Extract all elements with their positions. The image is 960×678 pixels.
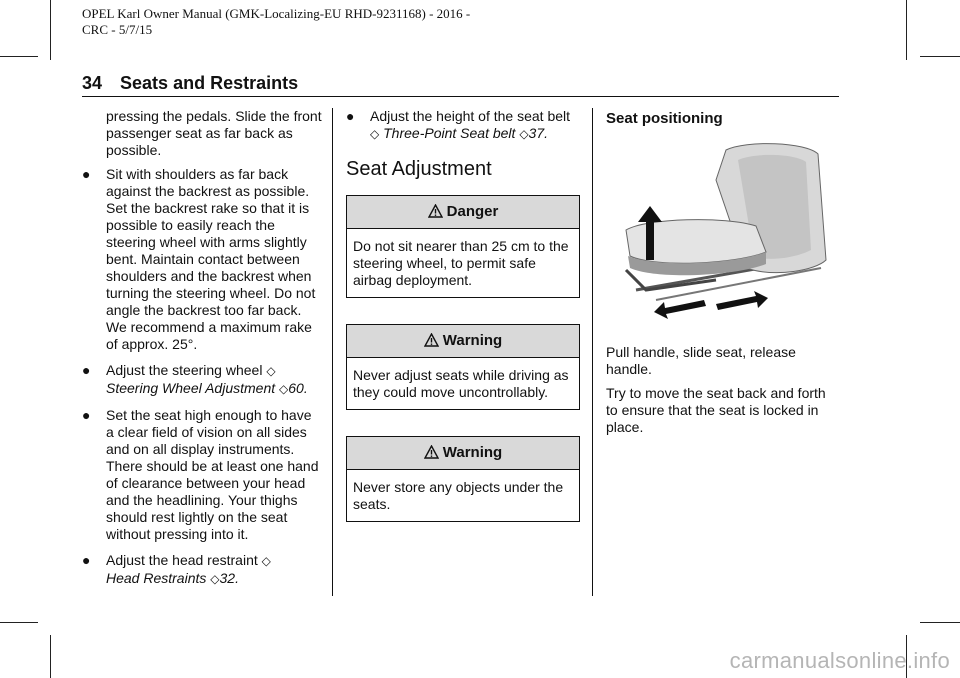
warning-box bbox=[346, 436, 580, 522]
danger-box-body: Do not sit nearer than 25 cm to the steering wheel, to permit safe airbag deployment. bbox=[353, 238, 569, 288]
bullet-icon: ● bbox=[82, 166, 91, 182]
list-item bbox=[82, 166, 322, 353]
reference-page[interactable]: 60. bbox=[288, 380, 308, 396]
cross-reference-link[interactable]: Head Restraints bbox=[106, 570, 207, 586]
warning-triangle-icon bbox=[428, 204, 443, 218]
cross-reference-link[interactable]: Three-Point Seat belt bbox=[383, 125, 516, 141]
reference-arrow-icon: ◇ bbox=[210, 572, 220, 586]
column-left bbox=[82, 108, 322, 597]
column-middle bbox=[346, 108, 580, 548]
page-header bbox=[82, 72, 839, 97]
list-item bbox=[82, 407, 322, 543]
document-meta bbox=[82, 6, 470, 38]
list-item-text: Set the seat high enough to have a clear field of vision on all sides and on all display instruments. There should be at least one hand of clearance between your head and the headlining. Your thighs should rest lightly on the seat without pressing into it. bbox=[106, 407, 319, 542]
crop-mark bbox=[0, 622, 38, 623]
page-number: 34 bbox=[82, 73, 103, 93]
list-item-text: Sit with shoulders as far back against the backrest as possible. Set the backrest rake so that it is possible to easily reach the steering wheel with arms slightly bent. Maintain contact between shoulders and the backrest when turning the steering wheel. Do not angle the backrest too far back. We recommend a maximum rake of approx. 25°. bbox=[106, 166, 316, 352]
warning-triangle-icon bbox=[424, 445, 439, 459]
list-item bbox=[82, 362, 322, 398]
reference-arrow-icon: ◇ bbox=[519, 127, 529, 141]
box-title-text: Warning bbox=[442, 444, 503, 461]
instruction-paragraph: Try to move the seat back and forth to ensure that the seat is locked in place. bbox=[606, 385, 826, 435]
crop-mark bbox=[920, 56, 960, 57]
seat-adjustment-illustration bbox=[606, 140, 832, 326]
box-title-text: Warning bbox=[442, 332, 503, 349]
document-meta-line1: OPEL Karl Owner Manual (GMK-Localizing-EU RHD-9231168) - 2016 - bbox=[82, 6, 471, 21]
warning-box-title bbox=[347, 437, 579, 470]
box-title-text: Danger bbox=[446, 203, 499, 220]
column-divider bbox=[592, 108, 593, 596]
crop-mark bbox=[50, 635, 51, 678]
subsection-heading: Seat positioning bbox=[606, 110, 723, 127]
warning-box-body: Never adjust seats while driving as they could move uncontrollably. bbox=[353, 367, 569, 400]
crop-mark bbox=[0, 56, 38, 57]
bullet-icon: ● bbox=[346, 108, 355, 124]
danger-box-title bbox=[347, 196, 579, 229]
document-meta-line2: CRC - 5/7/15 bbox=[82, 22, 153, 37]
bullet-icon: ● bbox=[82, 362, 91, 378]
column-right bbox=[606, 108, 836, 443]
warning-triangle-icon bbox=[424, 333, 439, 347]
bullet-icon: ● bbox=[82, 552, 91, 568]
reference-arrow-icon: ◇ bbox=[266, 364, 276, 378]
danger-box bbox=[346, 195, 580, 298]
reference-arrow-icon: ◇ bbox=[279, 382, 289, 396]
crop-mark bbox=[906, 0, 907, 60]
section-heading: Seat Adjustment bbox=[346, 158, 492, 180]
list-item bbox=[346, 108, 580, 143]
reference-page[interactable]: 32. bbox=[219, 570, 239, 586]
page-title: Seats and Restraints bbox=[120, 73, 299, 93]
column-divider bbox=[332, 108, 333, 596]
warning-box-title bbox=[347, 325, 579, 358]
bullet-icon: ● bbox=[82, 407, 91, 423]
list-item-text: Adjust the height of the seat belt bbox=[370, 108, 571, 124]
watermark: carmanualsonline.info bbox=[729, 648, 950, 673]
reference-page[interactable]: 37. bbox=[528, 125, 549, 141]
reference-arrow-icon: ◇ bbox=[261, 554, 271, 568]
intro-paragraph: pressing the pedals. Slide the front passenger seat as far back as possible. bbox=[106, 108, 322, 158]
cross-reference-link[interactable]: Steering Wheel Adjustment bbox=[106, 380, 276, 396]
crop-mark bbox=[920, 622, 960, 623]
crop-mark bbox=[50, 0, 51, 60]
list-item-text: Adjust the head restraint bbox=[106, 552, 258, 568]
list-item bbox=[82, 552, 322, 588]
reference-arrow-icon: ◇ bbox=[370, 127, 380, 141]
instruction-paragraph: Pull handle, slide seat, release handle. bbox=[606, 344, 796, 377]
warning-box-body: Never store any objects under the seats. bbox=[353, 479, 564, 512]
warning-box bbox=[346, 324, 580, 410]
list-item-text: Adjust the steering wheel bbox=[106, 362, 263, 378]
